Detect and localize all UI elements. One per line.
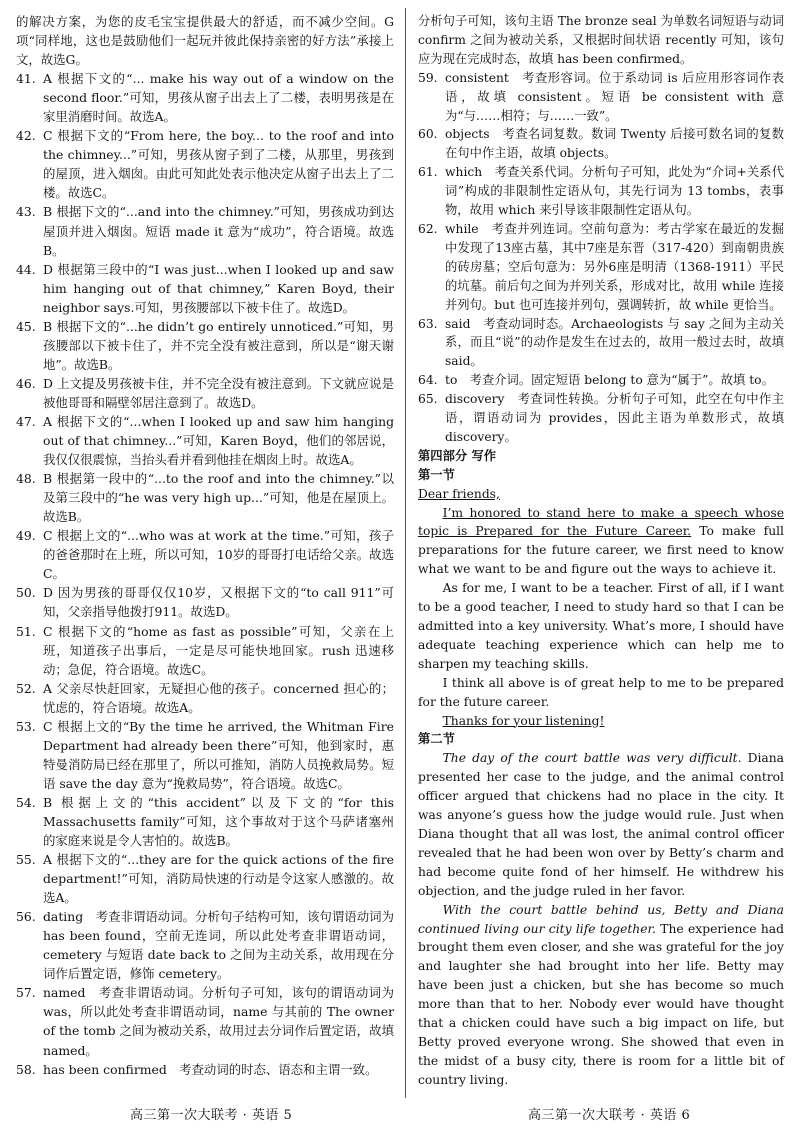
column-divider <box>405 8 406 1098</box>
answer-number: 43. <box>16 204 36 220</box>
answer-item <box>16 907 394 983</box>
answer-number: 56. <box>16 909 36 925</box>
answer-item <box>16 374 394 412</box>
answer-explanation: D 根据第三段中的“I was just...when I looked up and saw him hanging out of that chimney,” Karen Boyd, their neighbor says.可知，男孩腰部以下被卡住了。故选D。 <box>43 261 394 315</box>
answer-number: 47. <box>16 413 36 429</box>
answer-number: 60. <box>418 127 438 142</box>
left-answer-list <box>16 69 394 1078</box>
right-intro-text: 分析句子可知，该句主语 The bronze seal 为单数名词短语与动词 confirm 之间为被动关系，又根据时间状语 recently 可知，该句应为现在完成时态，故填 has been confirmed。 <box>418 14 784 66</box>
right-answer-list <box>418 69 784 447</box>
left-column <box>16 12 394 1079</box>
answer-number: 44. <box>16 261 36 277</box>
answer-item <box>16 983 394 1059</box>
answer-number: 63. <box>418 316 438 331</box>
answer-explanation: C 根据上文的“...who was at work at the time.”可知，孩子的爸爸那时在上班，所以可知，10岁的哥哥打电话给父亲。故选C。 <box>43 528 394 582</box>
story-p1-rest: Diana presented her case to the judge, and the animal control officer argued that chickens had no place in the city. It was anyone’s guess how the judge would rule. Just when Diana thought that all was lost, the animal control officer revealed that he had been won over by Betty’s charm and had become quite fond of her himself. He withdrew his objection, and the judge ruled in her favor. <box>418 751 784 898</box>
answer-number: 49. <box>16 528 36 544</box>
speech-p1-rest: To make full preparations for the future career, we first need to know what we want to be and figure out the ways to achieve it. <box>418 524 784 577</box>
answer-item <box>16 793 394 850</box>
answer-explanation: B 根据下文的“...he didn’t go entirely unnoticed.”可知，男孩腰部以下被卡住了，并不完全没有被注意到，所以是“谢天谢地”。故选B。 <box>43 318 394 372</box>
answer-item <box>16 526 394 583</box>
section2-heading: 第二节 <box>418 731 455 747</box>
story-p2-rest: The experience had brought them even closer, and she was grateful for the joy and laughter she had brought into her life. Betty may have been just a chicken, but she has become so much more than that to her. Nobody ever would have thought that a chicken could have such a big impact on life, but Betty proved everyone wrong. She showed that even in the midst of a busy city, there is room for a little bit of country living. <box>418 921 784 1087</box>
answer-explanation: D 因为男孩的哥哥仅仅10岁，又根据下文的“to call 911”可知，父亲指导他拨打911。故选D。 <box>43 585 394 620</box>
answer-number: 45. <box>16 318 36 334</box>
answer-explanation: while 考查并列连词。空前句意为：考古学家在最近的发掘中发现了13座古墓，其中7座是东晋（317-420）到南朝贵族的砖房墓；空后句意为：另外6座是明清（1368-1911）平民的坑墓。前后句之间为并列关系，形成对比，故用 while 连接并列句。but 也可连接并列句，强调转折，故 while 更恰当。 <box>445 221 784 312</box>
answer-item <box>418 163 784 220</box>
page-footer-left: 高三第一次大联考 · 英语 5 <box>130 1108 293 1123</box>
answer-item <box>16 317 394 374</box>
story-paragraph-2 <box>418 901 784 1090</box>
answer-item <box>418 125 784 163</box>
page-footer-right: 高三第一次大联考 · 英语 6 <box>528 1108 691 1123</box>
answer-explanation: A 父亲尽快赶回家，无疑担心他的孩子。concerned 担心的；忧虑的，符合语境。故选A。 <box>43 680 394 715</box>
story-paragraph-1 <box>418 749 784 900</box>
answer-explanation: A 根据下文的“...when I looked up and saw him hanging out of that chimney...”可知，Karen Boyd，他们的邻居说，我仅仅很震惊，当抬头看并看到他挂在烟囱上时。故选A。 <box>43 413 394 468</box>
answer-number: 42. <box>16 128 36 144</box>
answer-explanation: A 根据下文的“... make his way out of a window on the second floor.”可知，男孩从窗子出去上了二楼，表明男孩是在家里消磨时间。故选A。 <box>43 71 394 125</box>
answer-number: 46. <box>16 375 36 391</box>
answer-number: 41. <box>16 71 36 87</box>
answer-number: 62. <box>418 221 438 236</box>
speech-paragraph-3: I think all above is of great help to me to be prepared for the future career. <box>418 675 784 709</box>
speech-topic-sentence: I’m honored to stand here to make a speech whose topic is Prepared for the Future Career. <box>418 505 784 539</box>
answer-item <box>418 371 784 390</box>
right-column <box>418 12 784 1090</box>
answer-number: 52. <box>16 680 36 696</box>
answer-item <box>16 260 394 317</box>
left-intro-text: 的解决方案，为您的皮毛宝宝提供最大的舒适，而不减少空间。G项“同样地，这也是鼓励他们一起玩并彼此保持亲密的好方法”承接上文，故选G。 <box>16 14 394 68</box>
answer-item <box>16 679 394 717</box>
answer-number: 59. <box>418 70 438 85</box>
answer-explanation: has been confirmed 考查动词的时态、语态和主谓一致。 <box>43 1061 378 1077</box>
answer-item <box>418 69 784 126</box>
part4-heading: 第四部分 写作 <box>418 447 497 463</box>
answer-explanation: which 考查关系代词。分析句子可知，此处为“介词+关系代词”构成的非限制性定语从句，其先行词为 13 tombs，表事物，故用 which 来引导该非限制性定语从句。 <box>445 165 784 218</box>
answer-item <box>16 412 394 469</box>
answer-number: 51. <box>16 623 36 639</box>
answer-explanation: C 根据下文的“home as fast as possible”可知，父亲在上班，知道孩子出事后，一定是尽可能快地回家。rush 迅速移动；急促，符合语境。故选C。 <box>43 623 394 677</box>
answer-number: 65. <box>418 392 438 407</box>
speech-paragraph-2: As for me, I want to be a teacher. First of all, if I want to be a good teacher, I need to study hard so that I can be admitted into a key university. What’s more, I should have adequate teaching experience which can help me to sharpen my teaching skills. <box>418 581 784 671</box>
answer-explanation: said 考查动词时态。Archaeologists 与 say 之间为主动关系，而且“说”的动作是发生在过去的，故用一般过去时，故填 said。 <box>445 316 784 369</box>
answer-item <box>16 622 394 679</box>
answer-explanation: dating 考查非谓语动词。分析句子结构可知，该句谓语动词为 has been found，空前无连词，所以此处考查非谓语动词，cemetery 与短语 date back to 之间为主动关系，故用现在分词作后置定语，修饰 cemetery。 <box>43 909 394 982</box>
answer-item <box>418 220 784 315</box>
answer-item <box>16 126 394 202</box>
section1-heading: 第一节 <box>418 466 455 482</box>
answer-item <box>16 583 394 621</box>
answer-number: 61. <box>418 165 438 180</box>
speech-greeting: Dear friends, <box>418 486 500 501</box>
answer-number: 54. <box>16 794 36 810</box>
answer-explanation: consistent 考查形容词。位于系动词 is 后应用形容词作表语，故填 consistent。短语 be consistent with 意为“与……相符；与……一致”。 <box>445 70 784 123</box>
answer-item <box>16 202 394 259</box>
answer-number: 50. <box>16 585 36 601</box>
speech-closing: Thanks for your listening! <box>442 713 605 728</box>
story-p2-given-sentence: With the court battle behind us, Betty and Diana continued living our city life together. <box>418 902 784 936</box>
answer-number: 48. <box>16 471 36 487</box>
speech-paragraph-1 <box>418 504 784 580</box>
answer-explanation: C 根据下文的“From here, the boy... to the roof and into the chimney...”可知，男孩从窗子到了二楼，从那里，男孩到的屋顶，进入烟囱。由此可知此处表示他决定从窗子出去上了二楼。故选C。 <box>43 128 394 201</box>
answer-number: 64. <box>418 373 438 388</box>
answer-item <box>418 315 784 372</box>
answer-explanation: B 根据上文的“this accident”以及下文的“for this Massachusetts family”可知，这个事故对于这个马萨诸塞州的家庭来说是令人害怕的。故选B。 <box>43 794 394 849</box>
answer-explanation: named 考查非谓语动词。分析句子可知，该句的谓语动词为 was，所以此处考查非谓语动词，name 与其前的 The owner of the tomb 之间为被动关系，故用过去分词作后置定语，故填 named。 <box>43 985 394 1058</box>
answer-explanation: D 上文提及男孩被卡住，并不完全没有被注意到。下文就应说是被他哥哥和隔壁邻居注意到了。故选D。 <box>43 375 394 410</box>
answer-item <box>16 717 394 793</box>
answer-explanation: A 根据下文的“...they are for the quick actions of the fire department!”可知，消防局快速的行动是令这家人感激的。故选A。 <box>43 852 394 906</box>
answer-explanation: B 根据第一段中的“...to the roof and into the chimney.”以及第三段中的“he was very high up...”可知，他是在屋顶上。故选B。 <box>43 471 394 525</box>
answer-number: 58. <box>16 1061 36 1077</box>
answer-explanation: B 根据下文的“...and into the chimney.”可知，男孩成功到达屋顶并进入烟囱。短语 made it 意为“成功”，符合语境。故选B。 <box>43 204 394 258</box>
answer-item <box>16 69 394 126</box>
answer-explanation: C 根据上文的“By the time he arrived, the Whitman Fire Department had already been there”可知，他到家时，惠特曼消防局已经在那里了，所以可推知，消防人员挽救局势。短语 save the day 意为“挽救局势”，符合语境。故选C。 <box>43 718 394 791</box>
answer-item <box>16 469 394 526</box>
answer-item <box>16 1060 394 1079</box>
answer-explanation: to 考查介词。固定短语 belong to 意为“属于”。故填 to。 <box>445 373 774 388</box>
answer-explanation: objects 考查名词复数。数词 Twenty 后接可数名词的复数在句中作主语，故填 objects。 <box>445 127 784 161</box>
answer-number: 55. <box>16 852 36 868</box>
answer-explanation: discovery 考查词性转换。分析句子可知，此空在句中作主语，谓语动词为 provides，因此主语为单数形式，故填 discovery。 <box>445 392 784 444</box>
answer-item <box>16 850 394 907</box>
answer-item <box>418 390 784 447</box>
answer-number: 57. <box>16 985 36 1001</box>
answer-number: 53. <box>16 718 36 734</box>
story-p1-given-sentence: The day of the court battle was very difficult. <box>442 751 742 766</box>
